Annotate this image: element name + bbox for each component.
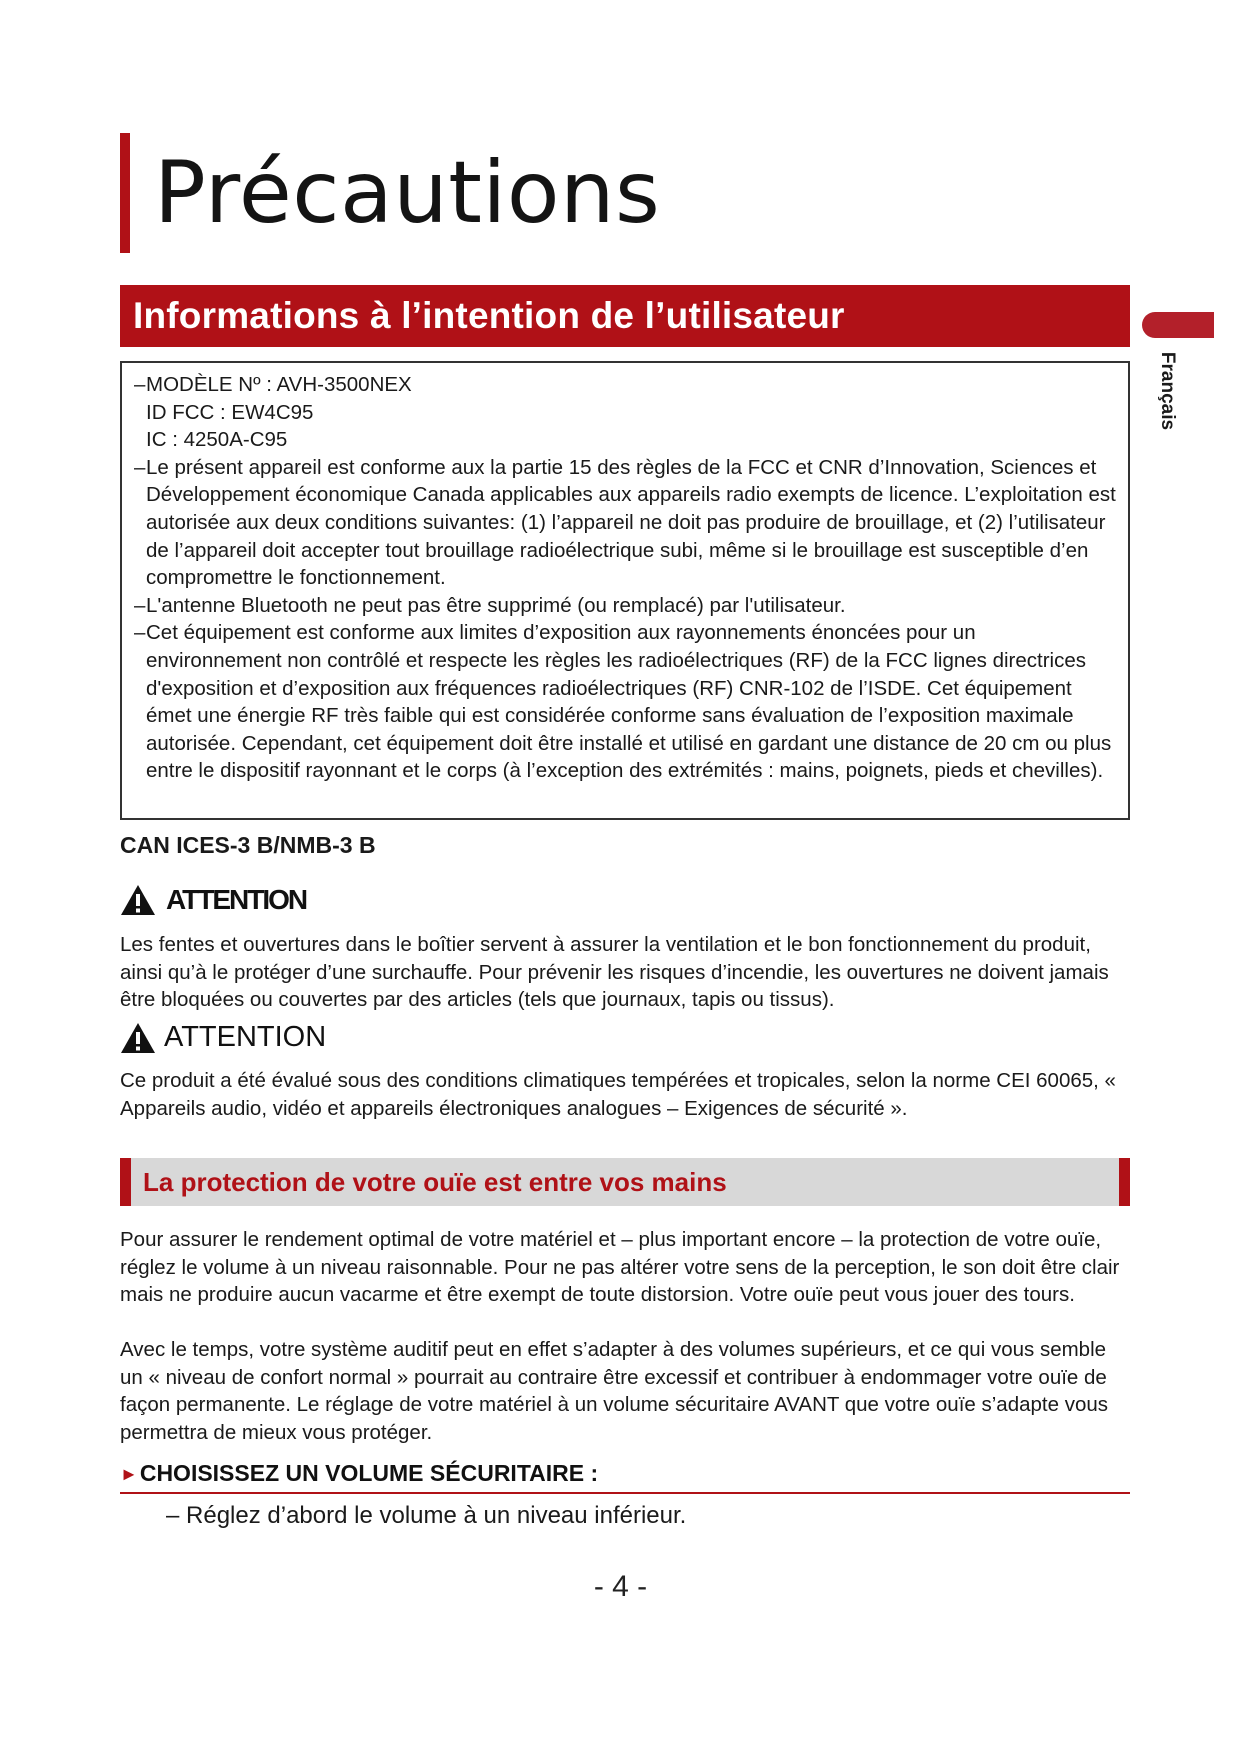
banner-left-bar: [120, 1158, 131, 1206]
attention-heading-1: [120, 884, 306, 916]
hearing-paragraph-2: Avec le temps, votre système auditif peut en effet s’adapter à des volumes supérieurs, et ce qui vous semble un « niveau de confort normal » pourrait au contraire être excessif et contribuer à endommager votre ouïe de façon permanente. Le réglage de votre matériel à un volume sécuritaire AVANT que votre ouïe s’adapte vous permettra de mieux vous protéger.: [120, 1338, 1108, 1444]
attention-heading-2: [120, 1021, 326, 1054]
page-title-block: [120, 133, 660, 253]
section-heading: Informations à l’intention de l’utilisateur: [133, 295, 845, 336]
attention-text-1: Les fentes et ouvertures dans le boîtier servent à assurer la ventilation et le bon fonctionnement du produit, ainsi qu’à le protéger d’une surchauffe. Pour prévenir les risques d’incendie, les ouvertures ne doivent jamais être bloquées ou couvertes par des articles (tels que journaux, tapis ou tissus).: [120, 933, 1109, 1012]
section-banner-user-info: [120, 285, 1130, 347]
hearing-heading: La protection de votre ouïe est entre vos mains: [143, 1166, 727, 1197]
hearing-protection-banner: [120, 1158, 1130, 1206]
attention-label: ATTENTION: [164, 1021, 327, 1053]
model-line: – MODÈLE Nº : AVH-3500NEX: [134, 371, 1116, 399]
attention-label: ATTENTION: [166, 884, 307, 915]
title-accent-bar: [120, 133, 130, 253]
can-ices-label: CAN ICES-3 B/NMB-3 B: [120, 832, 376, 858]
antenna-text: – L'antenne Bluetooth ne peut pas être supprimé (ou remplacé) par l'utilisateur.: [134, 592, 1116, 620]
banner-right-bar: [1119, 1158, 1130, 1206]
hearing-paragraph-1: Pour assurer le rendement optimal de votre matériel et – plus important encore – la protection de votre ouïe, réglez le volume à un niveau raisonnable. Pour ne pas altérer votre sens de la perception, le son doit être clair mais ne produire aucun vacarme et être exempt de toute distorsion. Votre ouïe peut vous jouer des tours.: [120, 1228, 1120, 1307]
attention-text-2: Ce produit a été évalué sous des conditions climatiques tempérées et tropicales, selon la norme CEI 60065, « Appareils audio, vidéo et appareils électroniques analogues – Exigences de sécurité ».: [120, 1069, 1116, 1120]
ic-line: IC : 4250A-C95: [146, 428, 288, 452]
volume-step-1: – Réglez d’abord le volume à un niveau inférieur.: [166, 1502, 687, 1529]
compliance-text: – Le présent appareil est conforme aux la partie 15 des règles de la FCC et CNR d’Innovation, Sciences et Développement économique Canada applicables aux appareils radio exempts de licence. L’exploitation est autorisée aux deux conditions suivantes: (1) l’appareil ne doit pas produire de brouillage, et (2) l’utilisateur de l’appareil doit accepter tout brouillage radioélectrique subi, même si le brouillage est susceptible d’en compromettre le fonctionnement.: [134, 454, 1116, 592]
language-tab: [1142, 312, 1214, 338]
exposure-text: – Cet équipement est conforme aux limites d’exposition aux rayonnements énoncées pour un environnement non contrôlé et respecte les règles les radioélectriques (RF) de la FCC lignes directrices d'exposition et d’exposition aux fréquences radioélectriques (RF) CNR-102 de l’ISDE. Cet équipement émet une énergie RF très faible qui est considérée conforme sans évaluation de l’exposition maximale autorisée. Cependant, cet équipement doit être installé et utilisé en gardant une distance de 20 cm ou plus entre le dispositif rayonnant et le corps (à l’exception des extrémités : mains, poignets, pieds et chevilles).: [134, 619, 1116, 785]
warning-triangle-icon: [120, 884, 156, 916]
fcc-id-line: ID FCC : EW4C95: [146, 400, 314, 424]
language-label: [1152, 350, 1182, 440]
arrow-right-icon: ►: [120, 1464, 138, 1484]
page-title: Précautions: [154, 143, 661, 243]
page-number: - 4 -: [593, 1570, 648, 1603]
safe-volume-heading: [120, 1460, 1130, 1494]
safe-volume-label: CHOISISSEZ UN VOLUME SÉCURITAIRE :: [139, 1460, 599, 1486]
warning-triangle-icon: [120, 1022, 156, 1054]
regulatory-info-box: [120, 361, 1130, 820]
language-label-text: Français: [1157, 351, 1178, 431]
